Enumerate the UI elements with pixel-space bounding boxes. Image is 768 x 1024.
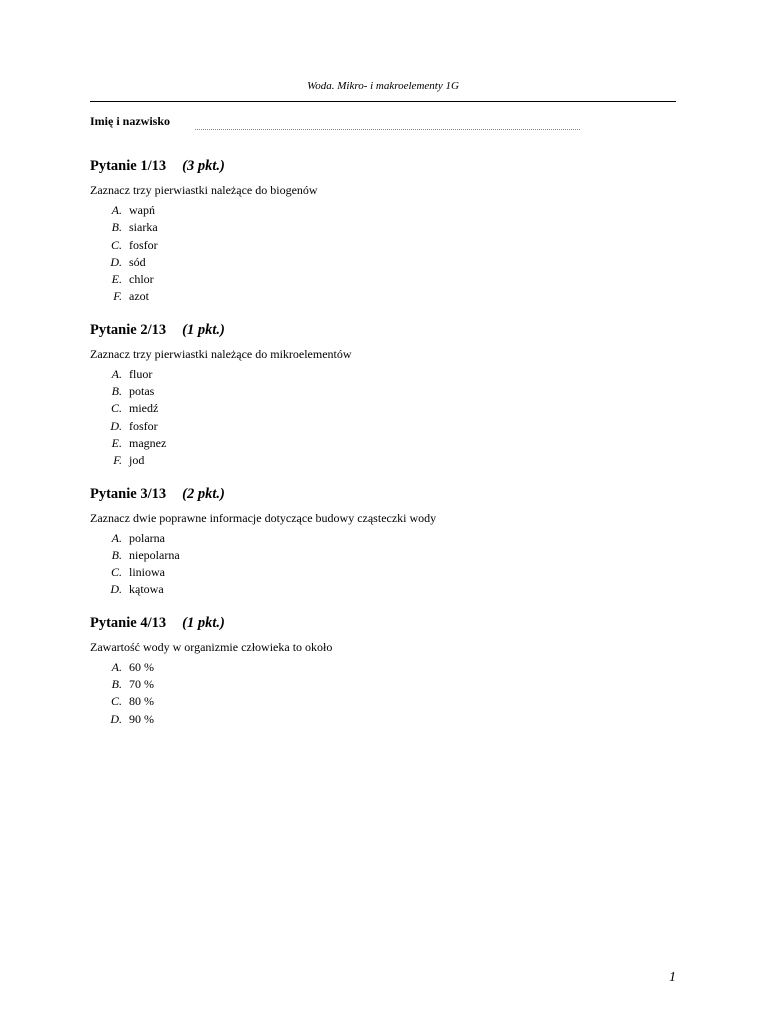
option-e[interactable] <box>90 271 676 288</box>
option-letter: D. <box>110 254 122 269</box>
options-list <box>90 659 676 728</box>
option-label: azot <box>129 289 149 304</box>
option-label: 70 % <box>129 677 154 692</box>
option-letter: C. <box>110 565 122 580</box>
option-e[interactable] <box>90 435 676 452</box>
option-letter: D. <box>110 418 122 433</box>
option-letter: B. <box>111 677 122 692</box>
options-list <box>90 366 676 470</box>
question-text: Zaznacz trzy pierwiastki należące do biogenów <box>90 183 318 197</box>
option-label: kątowa <box>129 582 164 597</box>
option-c[interactable] <box>90 400 676 417</box>
option-label: 90 % <box>129 711 154 726</box>
option-d[interactable] <box>90 581 676 598</box>
option-label: wapń <box>129 203 155 217</box>
option-b[interactable] <box>90 676 676 693</box>
option-letter: C. <box>110 401 122 416</box>
option-letter: B. <box>111 220 122 235</box>
option-a[interactable] <box>90 202 676 219</box>
option-c[interactable] <box>90 693 676 710</box>
option-letter: F. <box>113 453 122 468</box>
option-label: miedź <box>129 401 159 416</box>
option-label: chlor <box>129 272 154 287</box>
option-label: liniowa <box>129 565 165 580</box>
options-list <box>90 530 676 599</box>
option-label: potas <box>129 384 155 399</box>
name-field-line[interactable] <box>195 129 580 130</box>
option-letter: A. <box>111 530 122 545</box>
option-letter: E. <box>111 435 122 450</box>
question-text: Zawartość wody w organizmie człowieka to około <box>90 639 333 654</box>
option-b[interactable] <box>90 547 676 564</box>
question-title <box>90 613 676 633</box>
option-d[interactable] <box>90 254 676 271</box>
name-field-label: Imię i nazwisko <box>90 114 171 128</box>
option-c[interactable] <box>90 237 676 254</box>
option-letter: A. <box>111 366 122 381</box>
question-1 <box>90 156 676 306</box>
question-title <box>90 156 676 176</box>
question-number: Pytanie 4/13 <box>90 614 167 631</box>
option-letter: E. <box>111 272 122 287</box>
question-number: Pytanie 2/13 <box>90 321 167 338</box>
option-letter: B. <box>111 547 122 562</box>
header-rule <box>90 101 676 102</box>
option-b[interactable] <box>90 219 676 236</box>
question-text: Zaznacz trzy pierwiastki należące do mikroelementów <box>90 346 352 361</box>
options-list <box>90 202 676 306</box>
option-d[interactable] <box>90 711 676 728</box>
page-header: Woda. Mikro- i makroelementy 1G <box>307 80 459 92</box>
option-letter: F. <box>113 289 122 304</box>
option-label: sód <box>129 254 146 269</box>
question-3 <box>90 484 676 599</box>
option-label: 80 % <box>129 694 154 709</box>
question-points: (2 pkt.) <box>182 485 225 502</box>
option-letter: C. <box>110 694 122 709</box>
page-number: 1 <box>669 970 676 985</box>
option-label: siarka <box>129 220 158 235</box>
option-letter: A. <box>111 203 122 217</box>
option-label: jod <box>129 453 145 468</box>
option-a[interactable] <box>90 366 676 383</box>
option-d[interactable] <box>90 418 676 435</box>
question-points: (1 pkt.) <box>182 321 225 338</box>
question-points: (1 pkt.) <box>182 614 225 631</box>
option-f[interactable] <box>90 452 676 469</box>
option-label: fluor <box>129 366 153 381</box>
name-field <box>90 114 590 129</box>
option-letter: D. <box>110 582 122 597</box>
option-label: 60 % <box>129 659 154 674</box>
question-title <box>90 484 676 504</box>
questions-list <box>90 156 676 742</box>
option-b[interactable] <box>90 383 676 400</box>
option-label: niepolarna <box>129 547 180 562</box>
option-f[interactable] <box>90 288 676 305</box>
option-letter: D. <box>110 711 122 726</box>
option-c[interactable] <box>90 564 676 581</box>
option-letter: A. <box>111 659 122 674</box>
question-number: Pytanie 3/13 <box>90 485 167 502</box>
option-label: fosfor <box>129 418 158 433</box>
option-letter: B. <box>111 384 122 399</box>
option-a[interactable] <box>90 659 676 676</box>
question-number: Pytanie 1/13 <box>90 158 167 174</box>
question-text: Zaznacz dwie poprawne informacje dotyczące budowy cząsteczki wody <box>90 510 437 525</box>
option-label: polarna <box>129 530 165 545</box>
question-title <box>90 320 676 340</box>
option-label: magnez <box>129 435 167 450</box>
option-label: fosfor <box>129 237 158 252</box>
option-letter: C. <box>110 237 122 252</box>
question-points: (3 pkt.) <box>182 158 225 174</box>
question-4 <box>90 613 676 728</box>
option-a[interactable] <box>90 530 676 547</box>
question-2 <box>90 320 676 470</box>
